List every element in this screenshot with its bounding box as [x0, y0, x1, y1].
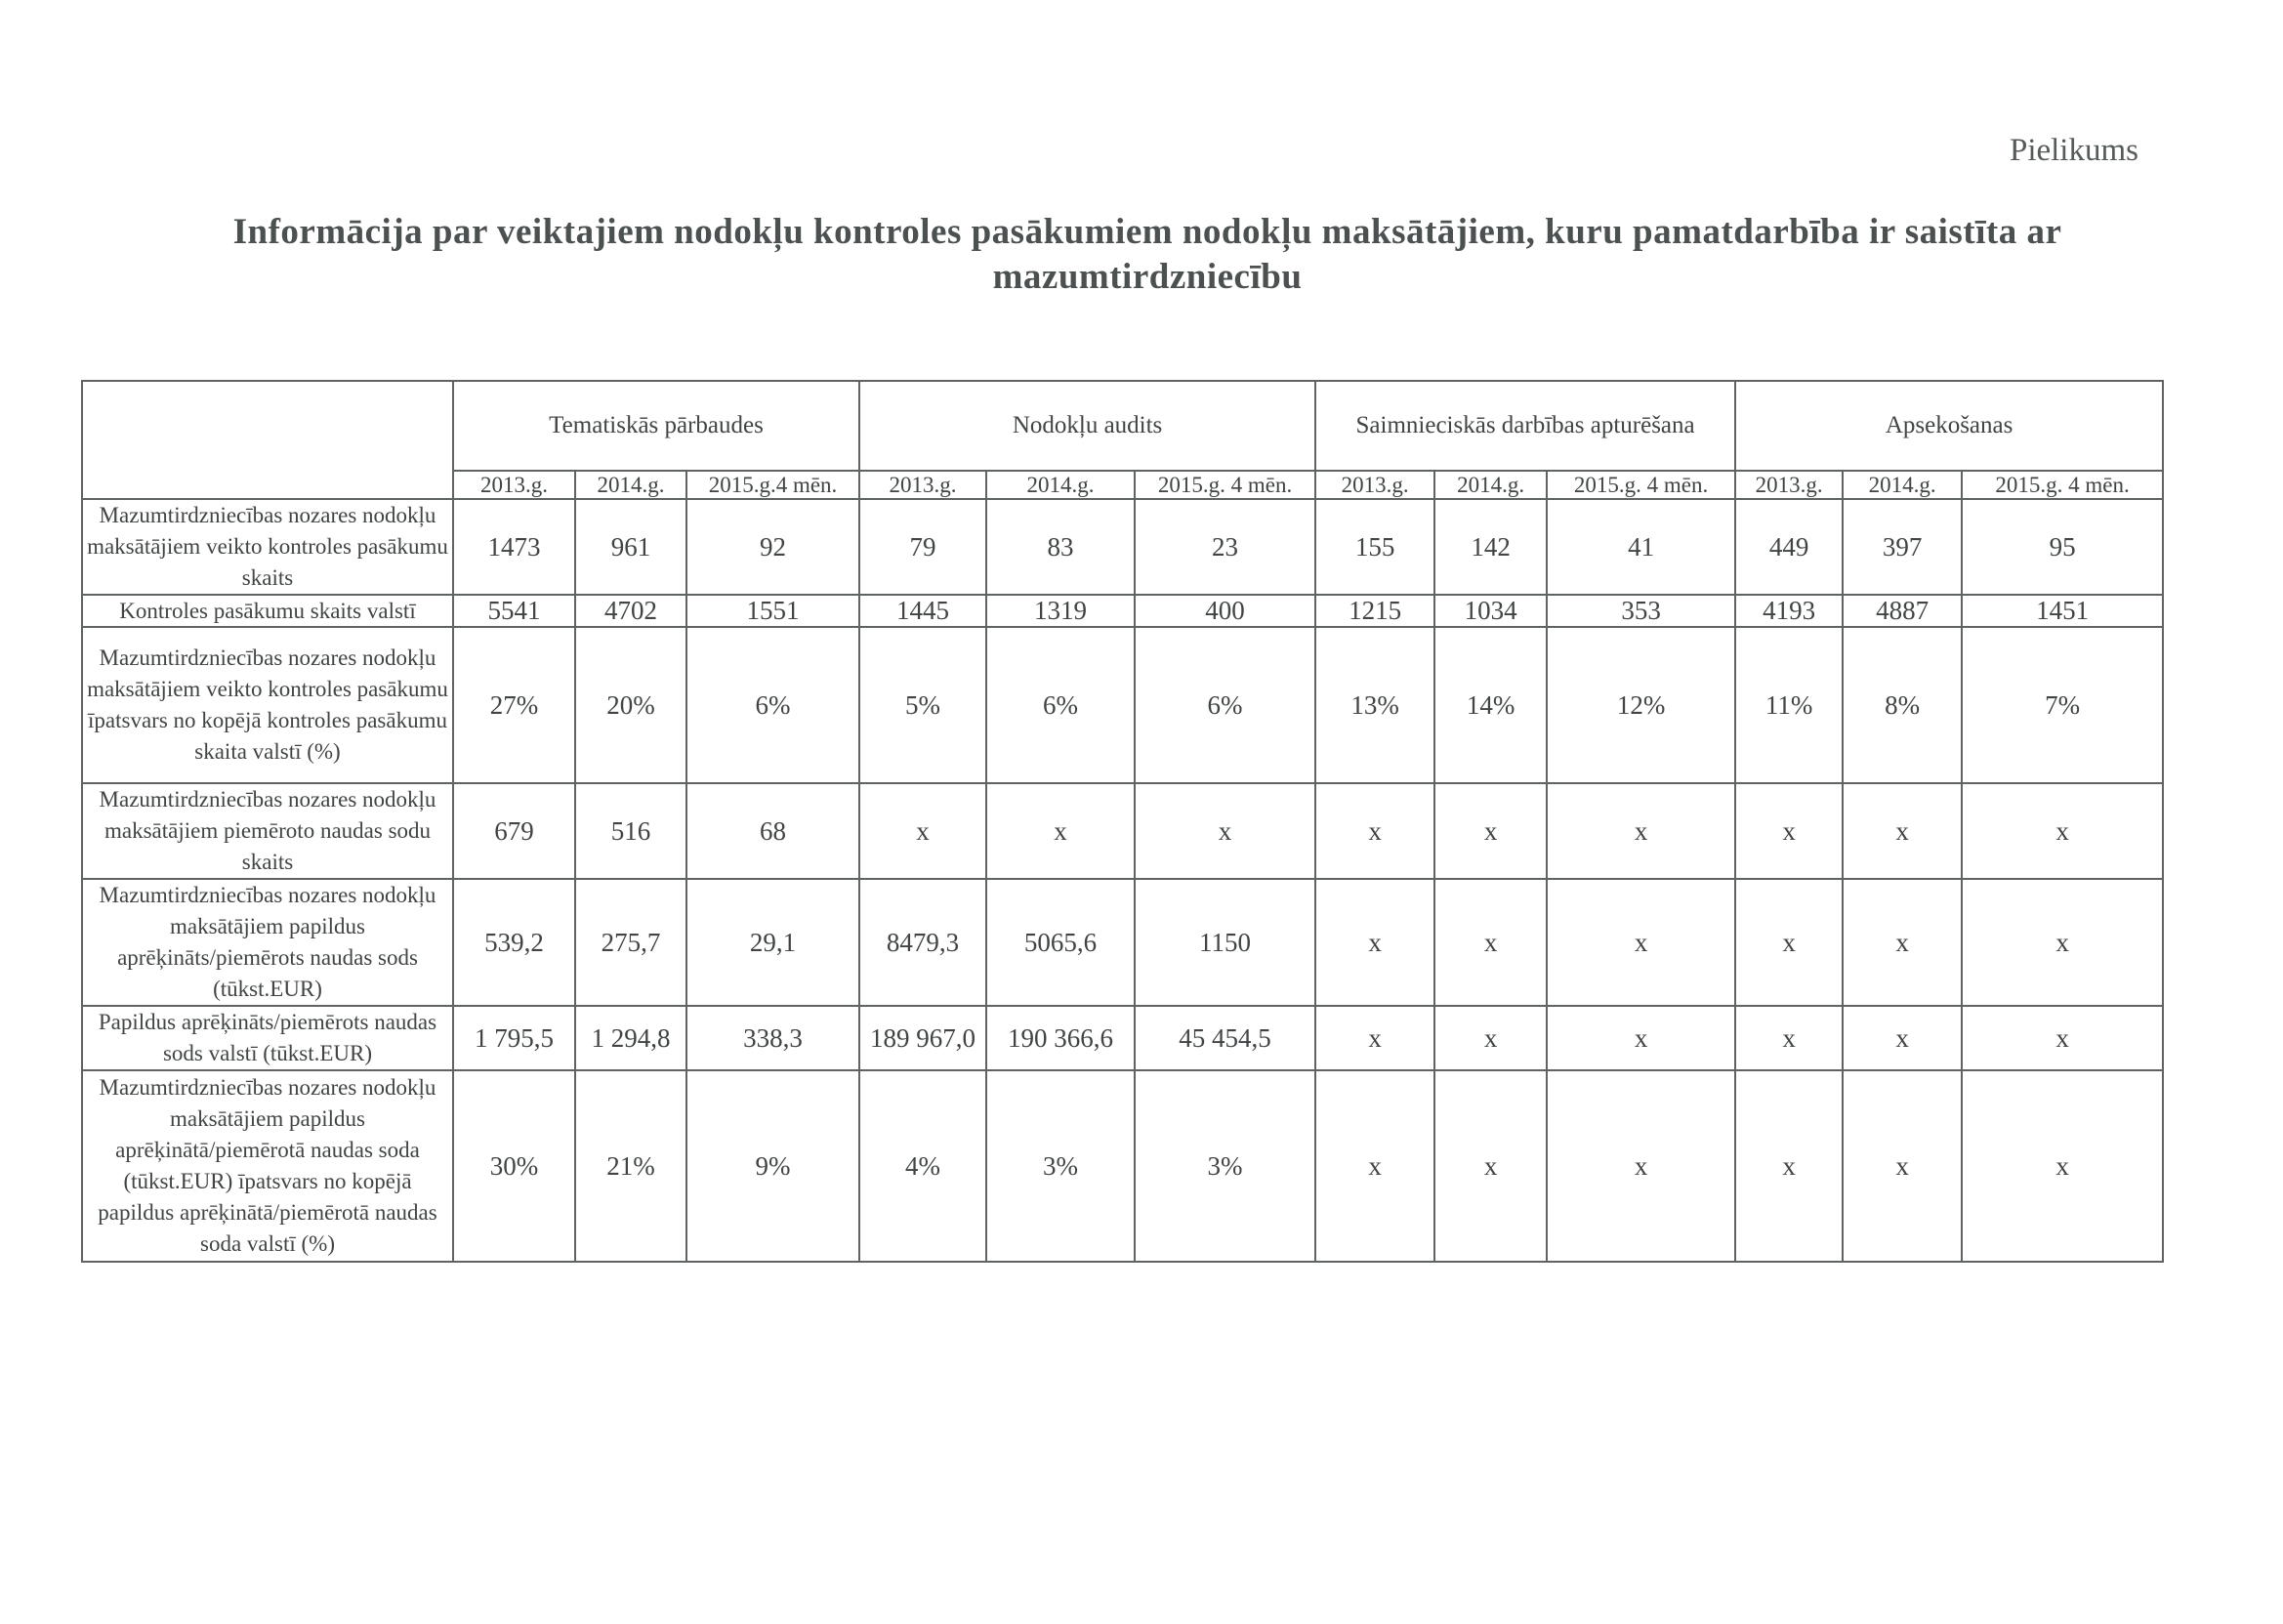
corner-cell — [82, 381, 453, 499]
table-row — [82, 783, 2163, 879]
table-cell: 1451 — [1962, 595, 2163, 627]
table-cell: 142 — [1434, 499, 1547, 595]
table-row — [82, 595, 2163, 627]
table-cell: 1150 — [1135, 879, 1315, 1006]
table-cell: 1473 — [453, 499, 575, 595]
table-cell: 95 — [1962, 499, 2163, 595]
year-header: 2013.g. — [859, 471, 986, 499]
table-cell: 21% — [575, 1070, 686, 1262]
table-cell: 1551 — [686, 595, 859, 627]
table-cell: x — [1962, 879, 2163, 1006]
table-cell: 8479,3 — [859, 879, 986, 1006]
table-cell: 5541 — [453, 595, 575, 627]
year-header: 2015.g. 4 mēn. — [1135, 471, 1315, 499]
table-cell: 20% — [575, 627, 686, 783]
table-cell: 41 — [1547, 499, 1735, 595]
row-label: Mazumtirdzniecības nozares nodokļu maksātājiem papildus aprēķinātā/piemērotā naudas soda (tūkst.EUR) īpatsvars no kopējā papildus aprēķinātā/piemērotā naudas soda valstī (%) — [82, 1070, 453, 1262]
group-header: Saimnieciskās darbības apturēšana — [1315, 381, 1735, 471]
table-cell: x — [1962, 783, 2163, 879]
table-cell: x — [1735, 783, 1843, 879]
table-cell: 679 — [453, 783, 575, 879]
table-cell: 9% — [686, 1070, 859, 1262]
row-label: Papildus aprēķināts/piemērots naudas sods valstī (tūkst.EUR) — [82, 1006, 453, 1070]
table-cell: 68 — [686, 783, 859, 879]
table-cell: 7% — [1962, 627, 2163, 783]
document-title: Informācija par veiktajiem nodokļu kontroles pasākumiem nodokļu maksātājiem, kuru pamatdarbība ir saistīta ar mazumtirdzniecību — [232, 212, 2062, 297]
table-cell: 79 — [859, 499, 986, 595]
table-cell: 1319 — [986, 595, 1135, 627]
year-header: 2015.g. 4 mēn. — [1962, 471, 2163, 499]
table-cell: 29,1 — [686, 879, 859, 1006]
table-cell: 13% — [1315, 627, 1434, 783]
table-cell: x — [1315, 783, 1434, 879]
table-cell: 1215 — [1315, 595, 1434, 627]
table-cell: x — [1735, 879, 1843, 1006]
table-cell: 92 — [686, 499, 859, 595]
year-header: 2013.g. — [1735, 471, 1843, 499]
table-cell: 4702 — [575, 595, 686, 627]
table-cell: 516 — [575, 783, 686, 879]
table-cell: x — [1843, 783, 1962, 879]
table-cell: 1034 — [1434, 595, 1547, 627]
table-cell: x — [1315, 1006, 1434, 1070]
year-header: 2013.g. — [1315, 471, 1434, 499]
table-cell: x — [1315, 879, 1434, 1006]
table-row — [82, 1006, 2163, 1070]
appendix-label: Pielikums — [2009, 133, 2138, 168]
table-cell: 4% — [859, 1070, 986, 1262]
table-cell: x — [1434, 1006, 1547, 1070]
table-cell: x — [1735, 1070, 1843, 1262]
table-row — [82, 1070, 2163, 1262]
table-cell: 8% — [1843, 627, 1962, 783]
table-cell: 353 — [1547, 595, 1735, 627]
table-cell: 6% — [686, 627, 859, 783]
table-cell: x — [1735, 1006, 1843, 1070]
table-cell: x — [1434, 879, 1547, 1006]
table-cell: 3% — [986, 1070, 1135, 1262]
row-label: Mazumtirdzniecības nozares nodokļu maksātājiem veikto kontroles pasākumu īpatsvars no kopējā kontroles pasākumu skaita valstī (%) — [82, 627, 453, 783]
table-cell: 1 294,8 — [575, 1006, 686, 1070]
table-cell: x — [1547, 879, 1735, 1006]
table-cell: x — [1135, 783, 1315, 879]
table-cell: 1 795,5 — [453, 1006, 575, 1070]
table-row — [82, 627, 2163, 783]
year-header: 2013.g. — [453, 471, 575, 499]
year-header: 2014.g. — [1434, 471, 1547, 499]
table-cell: 190 366,6 — [986, 1006, 1135, 1070]
table-row — [82, 499, 2163, 595]
table-cell: 45 454,5 — [1135, 1006, 1315, 1070]
table-cell: x — [1547, 783, 1735, 879]
table-cell: x — [1434, 783, 1547, 879]
table-cell: x — [1843, 1006, 1962, 1070]
control-measures-table — [81, 380, 2164, 1263]
row-label: Mazumtirdzniecības nozares nodokļu maksātājiem veikto kontroles pasākumu skaits — [82, 499, 453, 595]
table-cell: x — [859, 783, 986, 879]
table-cell: x — [1315, 1070, 1434, 1262]
table-cell: x — [1843, 879, 1962, 1006]
table-cell: 6% — [986, 627, 1135, 783]
table-row — [82, 879, 2163, 1006]
table-cell: 961 — [575, 499, 686, 595]
year-header: 2014.g. — [575, 471, 686, 499]
table-cell: x — [1434, 1070, 1547, 1262]
year-header: 2014.g. — [986, 471, 1135, 499]
table-cell: 3% — [1135, 1070, 1315, 1262]
year-header: 2015.g. 4 mēn. — [1547, 471, 1735, 499]
table-cell: 338,3 — [686, 1006, 859, 1070]
row-label: Mazumtirdzniecības nozares nodokļu maksātājiem piemēroto naudas sodu skaits — [82, 783, 453, 879]
table-cell: 155 — [1315, 499, 1434, 595]
table-cell: 1445 — [859, 595, 986, 627]
table-cell: x — [1962, 1006, 2163, 1070]
group-header: Apsekošanas — [1735, 381, 2163, 471]
table-cell: 400 — [1135, 595, 1315, 627]
row-label: Kontroles pasākumu skaits valstī — [82, 595, 453, 627]
year-header: 2015.g.4 mēn. — [686, 471, 859, 499]
table-cell: 275,7 — [575, 879, 686, 1006]
table-cell: 30% — [453, 1070, 575, 1262]
table-cell: x — [1547, 1006, 1735, 1070]
table-cell: 11% — [1735, 627, 1843, 783]
group-header: Nodokļu audits — [859, 381, 1315, 471]
table-cell: 189 967,0 — [859, 1006, 986, 1070]
table-cell: 83 — [986, 499, 1135, 595]
table-cell: 12% — [1547, 627, 1735, 783]
table-cell: x — [1962, 1070, 2163, 1262]
group-header: Tematiskās pārbaudes — [453, 381, 859, 471]
table-cell: 23 — [1135, 499, 1315, 595]
table-cell: 4193 — [1735, 595, 1843, 627]
table-cell: 4887 — [1843, 595, 1962, 627]
table-cell: x — [1843, 1070, 1962, 1262]
table-cell: 5065,6 — [986, 879, 1135, 1006]
table-cell: 27% — [453, 627, 575, 783]
table-cell: 539,2 — [453, 879, 575, 1006]
table-cell: 14% — [1434, 627, 1547, 783]
table-cell: x — [986, 783, 1135, 879]
table-cell: 6% — [1135, 627, 1315, 783]
table-cell: x — [1547, 1070, 1735, 1262]
year-header: 2014.g. — [1843, 471, 1962, 499]
table-cell: 5% — [859, 627, 986, 783]
table-cell: 397 — [1843, 499, 1962, 595]
table-cell: 449 — [1735, 499, 1843, 595]
group-header-row — [82, 381, 2163, 471]
row-label: Mazumtirdzniecības nozares nodokļu maksātājiem papildus aprēķināts/piemērots naudas sods (tūkst.EUR) — [82, 879, 453, 1006]
